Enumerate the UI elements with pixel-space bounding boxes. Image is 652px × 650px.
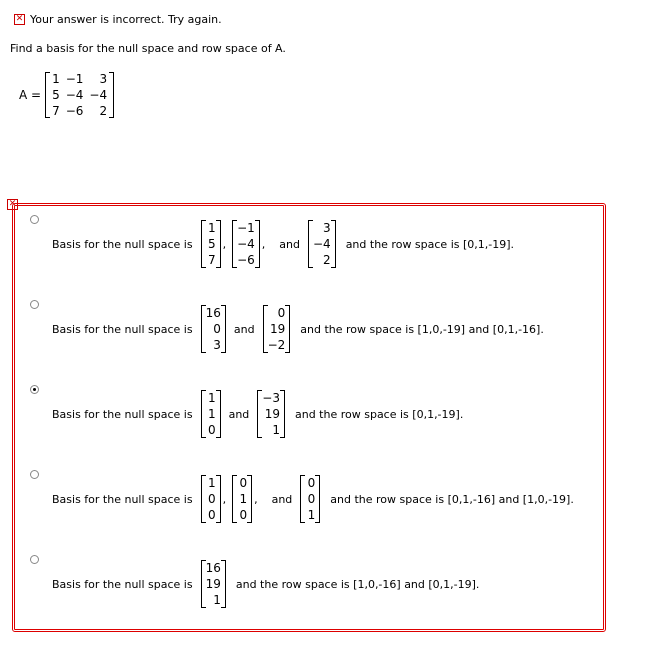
- vector-entry: 0: [207, 508, 216, 522]
- answer-choices: [12, 203, 606, 632]
- comma: ,: [261, 237, 266, 251]
- option-prefix: Basis for the null space is: [52, 407, 193, 421]
- basis-vector: [201, 305, 226, 353]
- option-prefix: Basis for the null space is: [52, 322, 193, 336]
- vector-entry: 1: [213, 593, 221, 607]
- vector-entry: 1: [307, 508, 316, 522]
- basis-vector: [300, 475, 320, 523]
- and-word: and: [233, 322, 255, 336]
- basis-vector: [257, 390, 285, 438]
- basis-vector: [308, 220, 336, 268]
- vector-entry: 0: [307, 476, 316, 490]
- matrix-cell: −6: [65, 104, 84, 118]
- feedback-text: Your answer is incorrect. Try again.: [30, 13, 222, 26]
- answer-option-2: [15, 291, 603, 373]
- basis-vector: [232, 220, 260, 268]
- basis-vector: [201, 560, 226, 608]
- row-space-text: and the row space is [0,1,-16] and [1,0,-19].: [330, 492, 574, 506]
- basis-vector: [201, 220, 221, 268]
- radio-option-5[interactable]: [30, 555, 39, 564]
- vector-entry: 1: [207, 391, 216, 405]
- answer-option-5: [15, 546, 603, 628]
- vector-entry: 1: [207, 476, 216, 490]
- and-word: and: [271, 492, 293, 506]
- answer-option-1: [15, 206, 603, 288]
- option-prefix: Basis for the null space is: [52, 237, 193, 251]
- comma: ,: [222, 492, 227, 506]
- matrix-a-label: A =: [19, 88, 42, 102]
- vector-entry: −3: [262, 391, 280, 405]
- row-space-text: and the row space is [1,0,-19] and [0,1,-16].: [300, 322, 544, 336]
- row-space-text: and the row space is [0,1,-19].: [294, 407, 464, 421]
- matrix-cell: −4: [89, 88, 108, 102]
- feedback-message: [14, 13, 222, 26]
- row-space-text: and the row space is [0,1,-19].: [345, 237, 515, 251]
- matrix-cell: 3: [99, 72, 108, 86]
- vector-entry: 0: [307, 492, 316, 506]
- vector-entry: 16: [205, 306, 221, 320]
- vector-entry: −6: [237, 253, 255, 267]
- answer-incorrect-icon: ✕: [8, 199, 17, 209]
- radio-option-3[interactable]: [30, 385, 39, 394]
- option-prefix: Basis for the null space is: [52, 492, 193, 506]
- option-prefix: Basis for the null space is: [52, 577, 193, 591]
- vector-entry: 19: [264, 407, 280, 421]
- vector-entry: 7: [207, 253, 216, 267]
- vector-entry: 19: [205, 577, 221, 591]
- vector-entry: 0: [277, 306, 286, 320]
- matrix-cell: 7: [52, 104, 60, 118]
- and-word: and: [228, 407, 250, 421]
- vector-entry: −4: [237, 237, 255, 251]
- vector-entry: 3: [213, 338, 221, 352]
- question-text: Find a basis for the null space and row space of A.: [10, 42, 286, 55]
- matrix-a: [19, 71, 114, 119]
- comma: ,: [254, 492, 258, 506]
- vector-entry: 5: [207, 237, 216, 251]
- vector-entry: 0: [213, 322, 221, 336]
- comma: ,: [222, 237, 227, 251]
- matrix-cell: −4: [65, 88, 84, 102]
- matrix-a-body: [45, 71, 114, 119]
- matrix-cell: 2: [99, 104, 108, 118]
- vector-entry: 3: [323, 221, 331, 235]
- vector-entry: 16: [205, 561, 221, 575]
- vector-entry: −4: [312, 237, 331, 251]
- row-space-text: and the row space is [1,0,-16] and [0,1,-19].: [235, 577, 480, 591]
- vector-entry: 1: [239, 492, 248, 506]
- basis-vector: [201, 475, 221, 523]
- basis-vector: [201, 390, 221, 438]
- vector-entry: 1: [207, 221, 216, 235]
- vector-entry: 0: [239, 508, 248, 522]
- and-word: and: [279, 237, 300, 251]
- radio-option-2[interactable]: [30, 300, 39, 309]
- vector-entry: −1: [237, 221, 255, 235]
- basis-vector: [263, 305, 291, 353]
- matrix-cell: 1: [52, 72, 60, 86]
- vector-entry: 19: [269, 322, 286, 336]
- vector-entry: 1: [272, 423, 280, 437]
- radio-option-1[interactable]: [30, 215, 39, 224]
- radio-option-4[interactable]: [30, 470, 39, 479]
- vector-entry: 0: [239, 476, 248, 490]
- matrix-cell: −1: [65, 72, 84, 86]
- incorrect-icon: ✕: [15, 14, 24, 24]
- answer-option-4: [15, 461, 603, 543]
- vector-entry: 1: [207, 407, 216, 421]
- vector-entry: 2: [323, 253, 331, 267]
- vector-entry: −2: [267, 338, 286, 352]
- vector-entry: 0: [207, 423, 216, 437]
- answer-option-3: [15, 376, 603, 458]
- basis-vector: [232, 475, 252, 523]
- matrix-cell: 5: [52, 88, 60, 102]
- vector-entry: 0: [207, 492, 216, 506]
